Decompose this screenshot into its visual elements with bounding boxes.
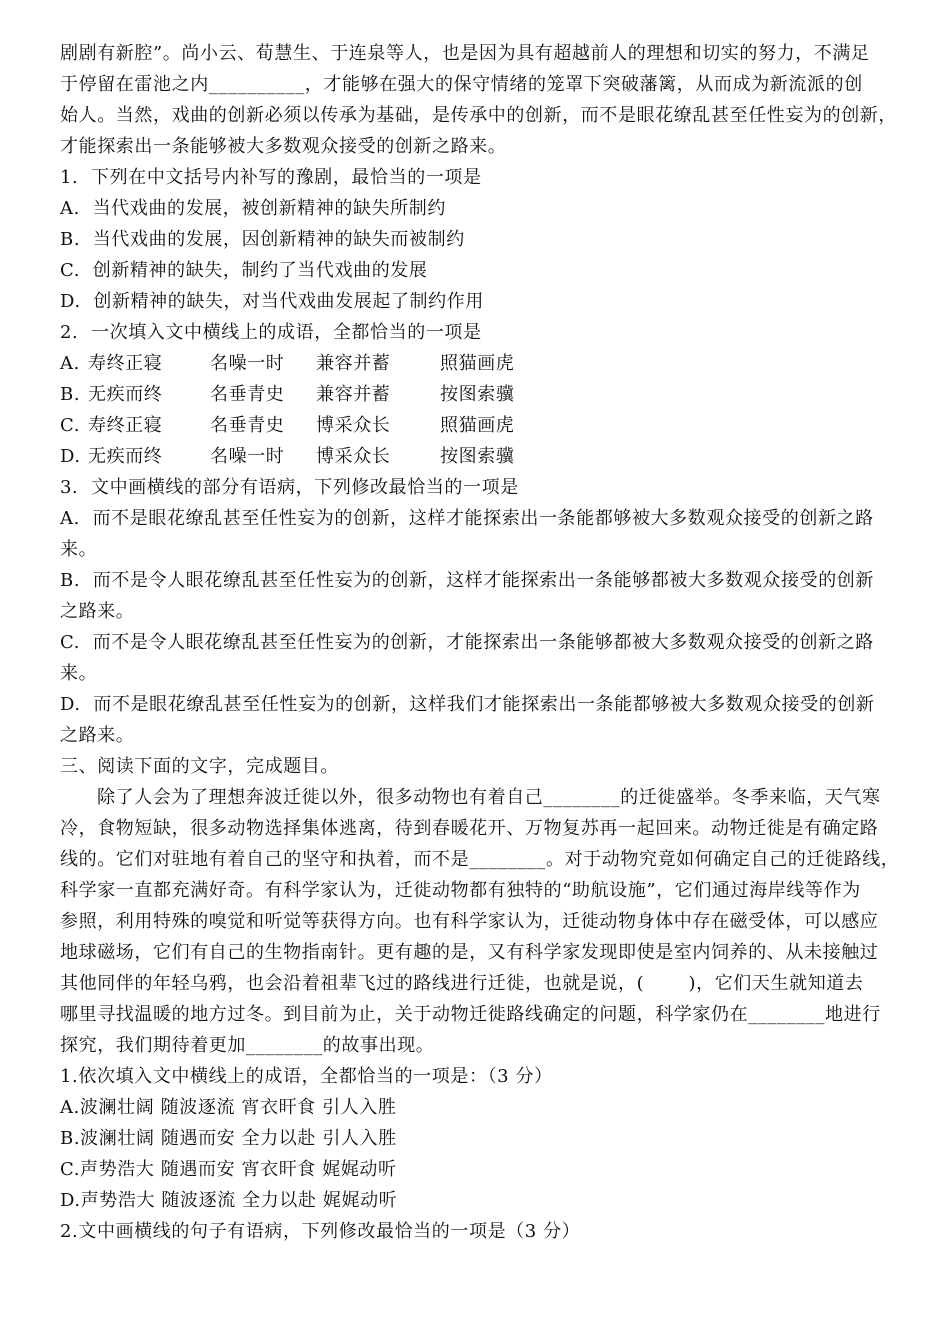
question-3-option-cont: 来。: [60, 663, 98, 684]
passage1-line: 于停留在雷池之内__________，才能够在强大的保守情绪的笼罩下突破藩篱，从而成为新流派的创: [60, 74, 863, 95]
option-word: 照猫画虎: [440, 353, 515, 374]
option-word: 兼容并蓄: [316, 384, 391, 405]
option-label: A.: [60, 353, 80, 374]
option-word: 名垂青史: [210, 384, 285, 405]
section-heading: 三、阅读下面的文字，完成题目。: [60, 756, 339, 777]
exam-page: [60, 38, 900, 1247]
question-1-option: C. 创新精神的缺失，制约了当代戏曲的发展: [60, 260, 428, 281]
option-word: 照猫画虎: [440, 415, 515, 436]
option-word: 无疾而终: [88, 384, 163, 405]
option-word: 名噪一时: [210, 446, 285, 467]
question-3-stem: 3. 文中画横线的部分有语病，下列修改最恰当的一项是: [60, 477, 519, 498]
question-1-stem: 1. 下列在中文括号内补写的豫剧，最恰当的一项是: [60, 167, 482, 188]
option-word: 博采众长: [316, 415, 391, 436]
option-word: 名噪一时: [210, 353, 285, 374]
option-word: 兼容并蓄: [316, 353, 391, 374]
option-word: 寿终正寝: [88, 415, 163, 436]
question-2-option: [60, 410, 900, 441]
passage2-line: 科学家一直都充满好奇。有科学家认为，迁徙动物都有独特的“助航设施”，它们通过海岸线等作为: [60, 880, 861, 901]
section3-question-1-option: B.波澜壮阔 随遇而安 全力以赴 引人入胜: [60, 1128, 397, 1149]
option-word: 寿终正寝: [88, 353, 163, 374]
option-word: 博采众长: [316, 446, 391, 467]
option-word: 按图索骥: [440, 446, 515, 467]
option-word: 名垂青史: [210, 415, 285, 436]
question-3-option: D. 而不是眼花缭乱甚至任性妄为的创新，这样我们才能探索出一条能都够被大多数观众接受的创新: [60, 694, 875, 715]
question-3-option: B. 而不是令人眼花缭乱甚至任性妄为的创新，这样才能探索出一条能够都被大多数观众接受的创新: [60, 570, 874, 591]
question-3-option: A. 而不是眼花缭乱甚至任性妄为的创新，这样才能探索出一条能都够被大多数观众接受的创新之路: [60, 508, 874, 529]
section3-question-1-option: A.波澜壮阔 随波逐流 宵衣旰食 引人入胜: [60, 1097, 397, 1118]
question-2-stem: 2. 一次填入文中横线上的成语，全都恰当的一项是: [60, 322, 482, 343]
question-1-option: B. 当代戏曲的发展，因创新精神的缺失而被制约: [60, 229, 465, 250]
passage1-line: 始人。当然，戏曲的创新必须以传承为基础，是传承中的创新，而不是眼花缭乱甚至任性妄为的创新，: [60, 105, 897, 126]
passage2-line: 参照，利用特殊的嗅觉和听觉等获得方向。也有科学家认为，迁徙动物身体中存在磁受体，可以感应: [60, 911, 879, 932]
option-word: 按图索骥: [440, 384, 515, 405]
option-word: 无疾而终: [88, 446, 163, 467]
question-3-option-cont: 之路来。: [60, 725, 135, 746]
passage1-line: 剧剧有新腔”。尚小云、荀慧生、于连泉等人，也是因为具有超越前人的理想和切实的努力，不满足: [60, 43, 870, 64]
section3-question-2-stem: 2.文中画横线的句子有语病，下列修改最恰当的一项是（3 分）: [60, 1221, 581, 1242]
passage2-line: 除了人会为了理想奔波迁徙以外，很多动物也有着自己________的迁徙盛举。冬季来临，天气寒: [97, 787, 881, 808]
option-label: D.: [60, 446, 81, 467]
option-label: B.: [60, 384, 81, 405]
passage2-line: 其他同伴的年轻乌鸦，也会沿着祖辈飞过的路线进行迁徙，也就是说，( )，它们天生就知道去: [60, 973, 864, 994]
passage2-line: 探究，我们期待着更加________的故事出现。: [60, 1035, 435, 1056]
section3-question-1-option: C.声势浩大 随遇而安 宵衣旰食 娓娓动听: [60, 1159, 397, 1180]
option-label: C.: [60, 415, 81, 436]
question-1-option: A. 当代戏曲的发展，被创新精神的缺失所制约: [60, 198, 446, 219]
passage2-line: 线的。它们对驻地有着自己的坚守和执着，而不是________。对于动物究竟如何确定自己的迁徙路线，: [60, 849, 900, 870]
question-2-option: [60, 441, 900, 472]
question-3-option-cont: 来。: [60, 539, 98, 560]
question-2-option: [60, 348, 900, 379]
section3-question-1-option: D.声势浩大 随波逐流 全力以赴 娓娓动听: [60, 1190, 398, 1211]
passage2-line: 地球磁场，它们有自己的生物指南针。更有趣的是，又有科学家发现即使是室内饲养的、从未接触过: [60, 942, 879, 963]
passage1-line: 才能探索出一条能够被大多数观众接受的创新之路来。: [60, 136, 507, 157]
question-3-option-cont: 之路来。: [60, 601, 135, 622]
question-3-option: C. 而不是令人眼花缭乱甚至任性妄为的创新，才能探索出一条能够都被大多数观众接受的创新之路: [60, 632, 874, 653]
section3-question-1-stem: 1.依次填入文中横线上的成语，全都恰当的一项是：（3 分）: [60, 1066, 553, 1087]
passage2-line: 哪里寻找温暖的地方过冬。到目前为止，关于动物迁徙路线确定的问题，科学家仍在________地进行: [60, 1004, 881, 1025]
question-2-option: [60, 379, 900, 410]
question-1-option: D. 创新精神的缺失，对当代戏曲发展起了制约作用: [60, 291, 484, 312]
passage2-line: 冷，食物短缺，很多动物选择集体逃离，待到春暖花开、万物复苏再一起回来。动物迁徙是有确定路: [60, 818, 879, 839]
